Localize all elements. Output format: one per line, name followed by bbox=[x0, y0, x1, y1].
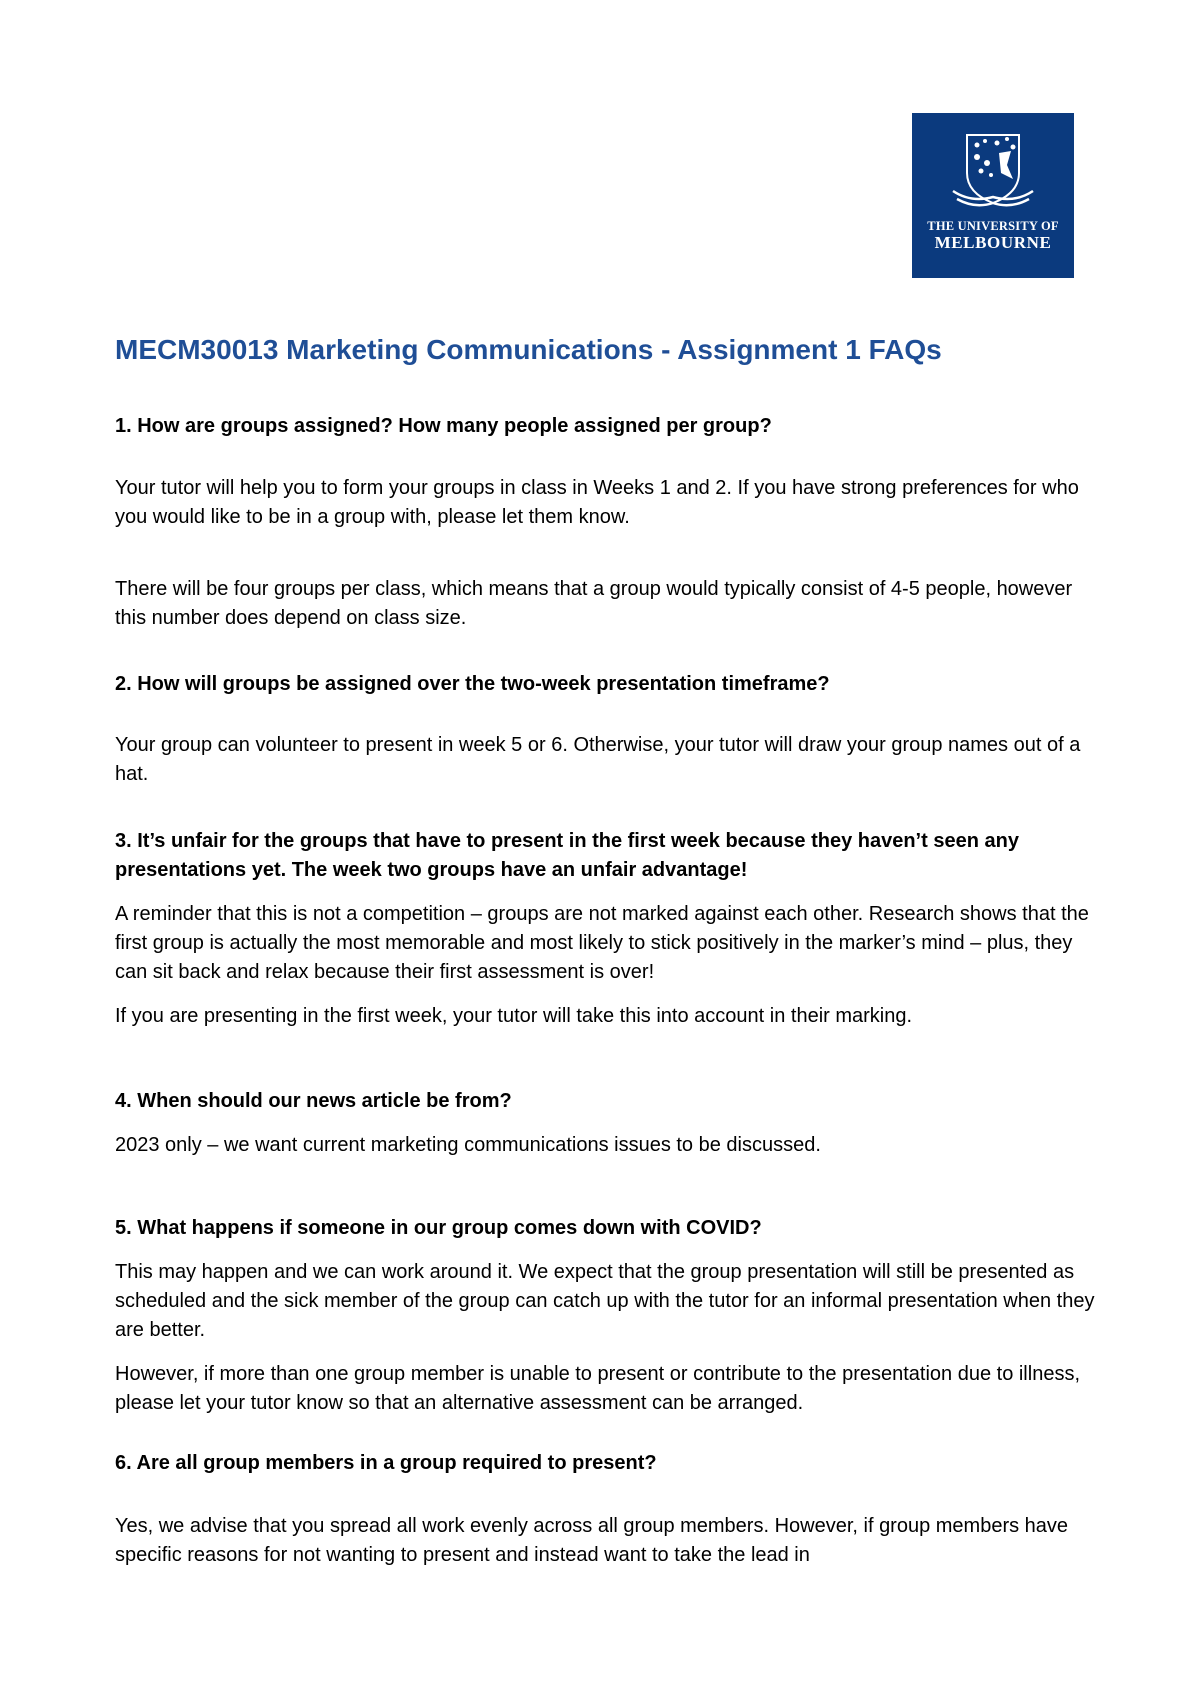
faq-2-answer-1: Your group can volunteer to present in week 5 or 6. Otherwise, your tutor will draw your group names out of a hat. bbox=[115, 734, 1081, 785]
faq-5-answer-2: However, if more than one group member is unable to present or contribute to the presentation due to illness, please let your tutor know so that an alternative assessment can be arranged. bbox=[115, 1363, 1080, 1414]
logo-line-1: THE UNIVERSITY OF bbox=[927, 219, 1059, 233]
faq-1-answer-2: There will be four groups per class, which means that a group would typically consist of 4-5 people, however this number does depend on class size. bbox=[115, 578, 1073, 629]
faq-1-question: 1. How are groups assigned? How many people assigned per group? bbox=[115, 415, 772, 437]
faq-5-answer-1: This may happen and we can work around it. We expect that the group presentation will still be presented as scheduled and the sick member of the group can catch up with the tutor for an informal presentation when they are better. bbox=[115, 1261, 1095, 1341]
faq-6-question: 6. Are all group members in a group required to present? bbox=[115, 1452, 657, 1474]
university-crest-icon bbox=[947, 129, 1039, 211]
faq-6-answer-1: Yes, we advise that you spread all work evenly across all group members. However, if group members have specific reasons for not wanting to present and instead want to take the lead in bbox=[115, 1515, 1069, 1566]
logo-line-2: MELBOURNE bbox=[934, 233, 1052, 252]
faq-4-answer-1: 2023 only – we want current marketing communications issues to be discussed. bbox=[115, 1134, 821, 1156]
faq-5-question: 5. What happens if someone in our group comes down with COVID? bbox=[115, 1217, 762, 1239]
faq-1-answer-1: Your tutor will help you to form your groups in class in Weeks 1 and 2. If you have strong preferences for who you would like to be in a group with, please let them know. bbox=[115, 477, 1079, 528]
page-title: MECM30013 Marketing Communications - Assignment 1 FAQs bbox=[115, 334, 942, 365]
faq-2-question: 2. How will groups be assigned over the two-week presentation timeframe? bbox=[115, 673, 830, 695]
faq-3-question: 3. It’s unfair for the groups that have to present in the first week because they haven’t seen any presentations yet. The week two groups have an unfair advantage! bbox=[115, 830, 1019, 881]
faq-3-answer-2: If you are presenting in the first week, your tutor will take this into account in their marking. bbox=[115, 1005, 913, 1027]
faq-4-question: 4. When should our news article be from? bbox=[115, 1090, 512, 1112]
university-logo bbox=[912, 113, 1074, 278]
faq-3-answer-1: A reminder that this is not a competition – groups are not marked against each other. Research shows that the first group is actually the most memorable and most likely to stick positively in the marker’s mind – plus, they can sit back and relax because their first assessment is over! bbox=[115, 903, 1089, 983]
